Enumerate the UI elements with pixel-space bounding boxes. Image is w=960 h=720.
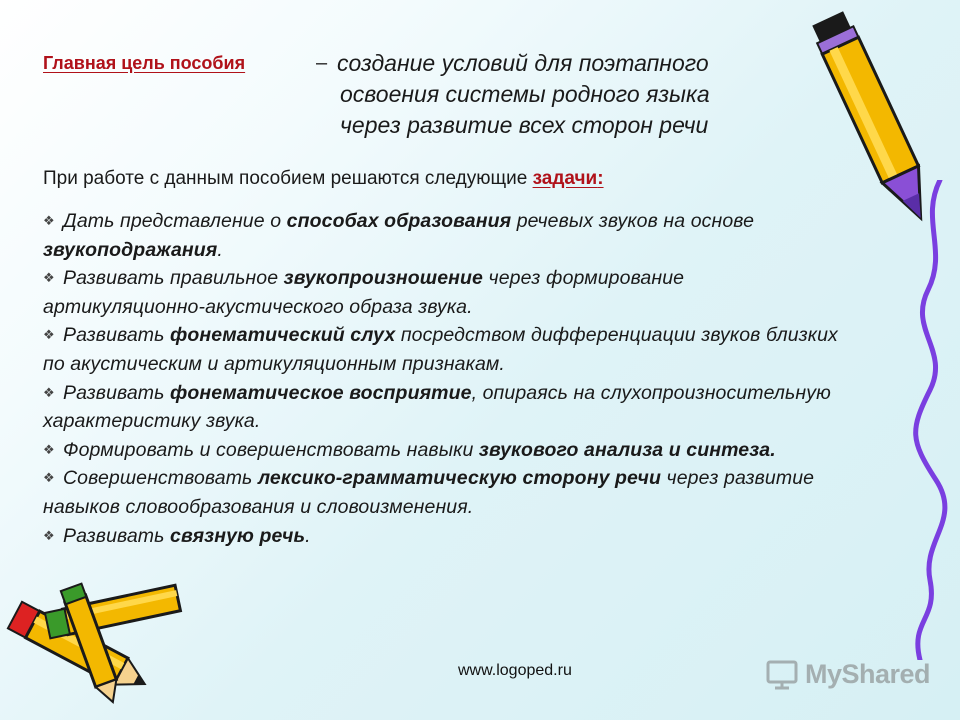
squiggle-line [900,180,960,660]
task-text: , опираясь на слухопроизносительную характеристику звука. [43,381,831,433]
presentation-screen-icon [765,657,799,691]
task-text: через формирование артикуляционно-акустического образа звука. [43,267,685,318]
task-text: речевых звуков на основе [511,210,755,232]
task-item [43,522,848,551]
task-text: Дать представление о [63,210,287,232]
tasks-keyword-text: задачи [532,168,598,189]
tasks-keyword-colon: : [597,168,604,189]
task-text: Развивать правильное [63,267,284,290]
diamond-bullet-icon: ❖ [43,384,55,400]
watermark [765,654,930,694]
tasks-intro-text: При работе с данным пособием решаются следующие [43,168,533,189]
task-text: Совершенствовать [63,467,258,490]
task-item [43,264,848,321]
task-text: Формировать и совершенствовать навыки [63,438,479,461]
task-keyword: звукоподражания [43,238,218,261]
task-keyword: звукопроизношение [283,267,483,290]
task-text: через развитие навыков словообразования и словоизменения. [43,467,815,518]
diamond-bullet-icon: ❖ [43,327,55,343]
tasks-intro [43,168,604,190]
task-keyword: лексико-грамматическую сторону речи [257,467,661,490]
diamond-bullet-icon: ❖ [43,213,55,228]
task-text: Развивать [63,524,171,547]
goal-line: освоения системы родного языка [340,81,710,107]
goal-label: Главная цель пособия [43,53,246,73]
task-text: Развивать [63,324,171,347]
footer-url: www.logoped.ru [458,662,572,679]
watermark-text: MyShared [805,658,931,689]
task-text: Развивать [63,381,171,404]
diamond-bullet-icon: ❖ [43,441,55,457]
goal-dash: – [316,52,328,74]
task-keyword: связную речь [170,524,306,547]
task-text: посредством дифференциации звуков близких по акустическим и артикуляционным признакам. [43,324,838,375]
task-item [43,436,848,465]
task-text: . [305,524,311,547]
diamond-bullet-icon: ❖ [43,270,55,286]
task-item [43,379,848,436]
task-text: . [217,238,223,261]
task-item [43,321,848,378]
diamond-bullet-icon: ❖ [43,470,55,486]
diamond-bullet-icon: ❖ [43,527,55,543]
goal-text [337,48,710,141]
task-keyword: фонематическое восприятие [170,381,472,404]
task-keyword: фонематический слух [170,324,396,347]
tasks-keyword [533,168,604,189]
task-item [43,207,848,264]
tasks-list [43,207,848,550]
task-keyword: способах образования [286,210,512,232]
task-item [43,464,848,521]
goal-line: через развитие всех сторон речи [340,112,709,138]
goal-line: создание условий для поэтапного [337,50,709,76]
task-keyword: звукового анализа и синтеза. [478,438,776,461]
crossed-pencils-icon [0,580,200,720]
